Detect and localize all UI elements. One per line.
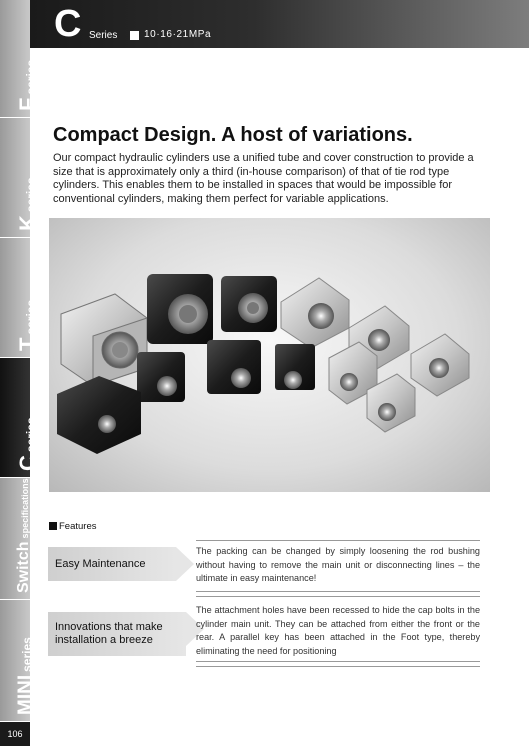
cylinder-black-small-2 [207, 340, 261, 394]
tab-k-series[interactable] [0, 118, 40, 238]
cylinders-illustration [49, 218, 490, 492]
tab-c-series-label: Cseries [15, 417, 40, 471]
tab-mini-series[interactable] [0, 600, 36, 722]
features-heading: Features [49, 521, 97, 532]
tab-c-series[interactable] [0, 358, 40, 478]
feature-desc-easy-maintenance: The packing can be changed by simply loosening the rod bushing without having to remove the main unit or disconnecting lines – the ultimate in easy maintenance! [196, 546, 480, 584]
cylinder-black-small-3 [275, 344, 315, 390]
product-photo [49, 218, 490, 492]
tab-f-series-label: Fseries [15, 59, 40, 111]
series-tab-rail [0, 0, 40, 746]
feature-desc-installation: The attachment holes have been recessed to hide the cap bolts in the cylinder main unit. They can be attached from either the front or the rear. A parallel key has been attached in the Foot type, thereby eliminating the need for positioning [196, 605, 480, 656]
tab-k-series-label: Kseries [15, 177, 40, 231]
page-number: 106 [0, 722, 30, 746]
feature-label-installation: Innovations that make installation a breeze [48, 612, 186, 656]
tab-switch-specifications[interactable] [0, 478, 30, 600]
bullet-square-icon [49, 522, 57, 530]
tab-f-series[interactable] [0, 0, 40, 118]
pressure-ratings: 10·16·21MPa [144, 29, 212, 40]
cylinder-black-foot [57, 376, 141, 454]
series-header [30, 0, 529, 50]
intro-paragraph: Our compact hydraulic cylinders use a unified tube and cover construction to provide a size that is approximately only a third (in-house comparison) of that of tie rod type cylinders. This enables them to be installed in spaces that would be impossible for conventional cylinders, making them perfect for variable applications. [53, 152, 474, 205]
tab-t-series-label: Tseries [15, 299, 40, 351]
feature-label-easy-maintenance: Easy Maintenance [48, 547, 176, 581]
bullet-square-icon [130, 31, 139, 40]
tab-switch-label: Switchspecifications [15, 478, 32, 593]
tab-mini-series-label: MINIseries [15, 637, 36, 715]
cylinder-silver-upper [281, 278, 349, 348]
divider [196, 591, 480, 592]
cylinder-black-large [147, 274, 213, 344]
divider [196, 666, 480, 667]
cylinder-black-medium [221, 276, 277, 332]
cylinder-black-small-1 [137, 352, 185, 402]
tab-t-series[interactable] [0, 238, 40, 358]
divider [196, 540, 480, 541]
divider [196, 661, 480, 662]
series-letter: C [54, 3, 82, 45]
page-title: Compact Design. A host of variations. [53, 124, 413, 146]
cylinder-silver-far-right [411, 334, 469, 396]
series-word: Series [89, 30, 118, 41]
divider [196, 596, 480, 597]
cylinder-silver-large [61, 294, 147, 386]
